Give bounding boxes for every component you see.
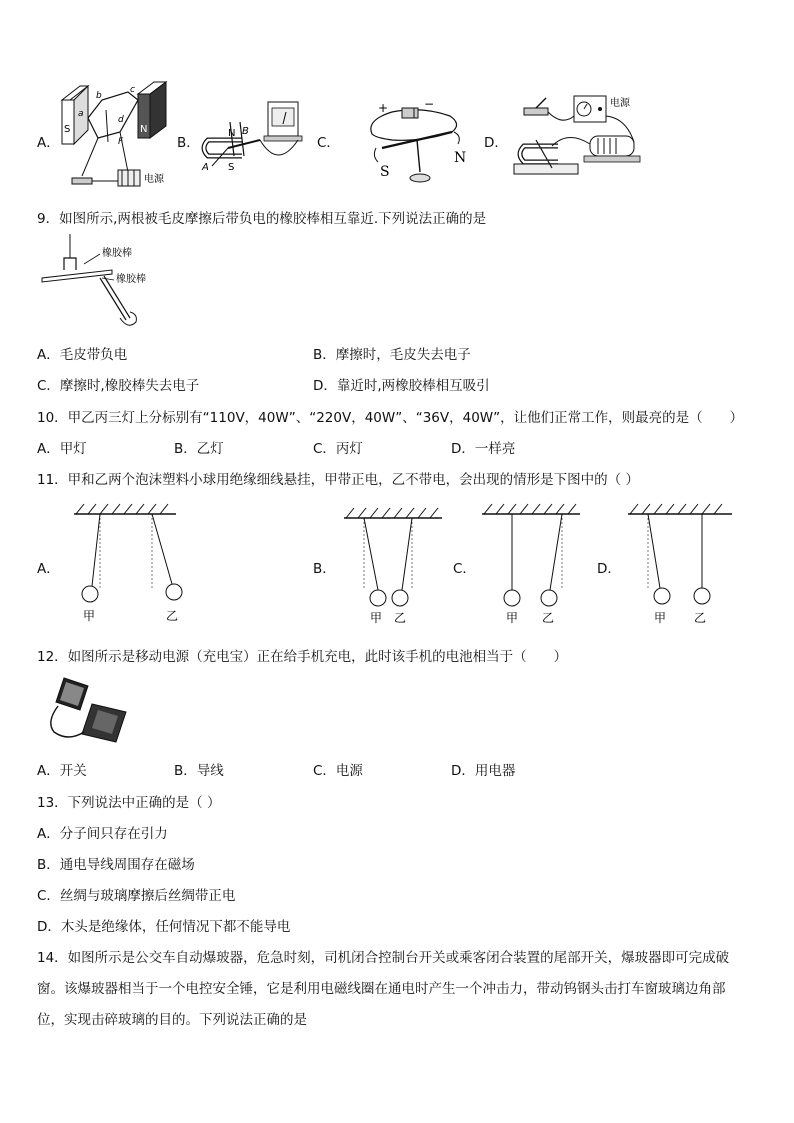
q8b-b-tag: B	[242, 126, 249, 137]
q8b-n-tag: N	[228, 128, 236, 139]
q13-option-d: D．木头是绝缘体，任何情况下都不能导电	[37, 919, 291, 935]
q8-option-b-label: B．	[177, 135, 200, 151]
q8b-a-tag: A	[202, 162, 209, 173]
q11c-ball2-label: 乙	[542, 611, 555, 625]
q8c-plus-tag: +	[378, 101, 389, 115]
q8-option-a-label: A．	[37, 135, 60, 151]
q11-option-d-label: D．	[597, 561, 621, 577]
q8a-power-tag: 电源	[144, 174, 164, 185]
q8a-s-tag: S	[64, 124, 71, 135]
q13-option-a: A．分子间只存在引力	[37, 826, 168, 842]
q9-stem: 9．如图所示,两根被毛皮摩擦后带负电的橡胶棒相互靠近.下列说法正确的是	[37, 211, 487, 227]
q14-line-1: 14．如图所示是公交车自动爆玻器，危急时刻，司机闭合控制台开关或乘客闭合装置的尾部开关，爆玻器即可完成破	[37, 950, 730, 966]
q8-figure-d	[508, 86, 658, 184]
q12-option-a: A．开关	[37, 763, 87, 779]
q8a-d-tag: d	[118, 115, 124, 125]
q11-stem: 11．甲和乙两个泡沫塑料小球用绝缘细线悬挂，甲带正电，乙不带电，会出现的情形是下图中的（ ）	[37, 472, 639, 488]
q8d-power-tag: 电源	[610, 98, 630, 109]
q10-option-b: B．乙灯	[174, 441, 224, 457]
q12-figure	[44, 676, 130, 746]
q9-figure	[40, 234, 160, 330]
q11-figure-c	[478, 502, 584, 626]
q13-option-c: C．丝绸与玻璃摩擦后丝绸带正电	[37, 888, 236, 904]
q13-option-b: B．通电导线周围存在磁场	[37, 857, 195, 873]
q11b-ball2-label: 乙	[394, 611, 407, 625]
q8b-s-tag: S	[228, 162, 235, 173]
q12-option-d: D．用电器	[451, 763, 516, 779]
q8a-a-tag: a	[78, 109, 84, 119]
q11-figure-b	[340, 506, 446, 630]
q9-option-b: B．摩擦时，毛皮失去电子	[313, 347, 471, 363]
q10-option-d: D．一样亮	[451, 441, 516, 457]
q8a-b-tag: b	[96, 91, 102, 101]
q9-fig-rod1-label: 橡胶棒	[102, 248, 132, 259]
q10-option-a: A．甲灯	[37, 441, 87, 457]
q8-figure-c	[362, 98, 472, 190]
q8-option-d-label: D．	[484, 135, 508, 151]
q11-option-c-label: C．	[453, 561, 476, 577]
q13-stem: 13．下列说法中正确的是（ ）	[37, 795, 221, 811]
q8a-n-tag: N	[140, 124, 148, 135]
q8c-n-tag: N	[454, 150, 467, 166]
q12-option-c: C．电源	[313, 763, 363, 779]
q8c-s-tag: S	[380, 164, 390, 180]
q11-option-b-label: B．	[313, 561, 336, 577]
q11a-ball2-label: 乙	[166, 609, 179, 623]
q11-figure-d	[624, 502, 736, 626]
q11d-ball1-label: 甲	[654, 611, 667, 625]
q8-figure-b	[198, 100, 306, 175]
q10-stem: 10．甲乙丙三灯上分标别有“110V，40W”、“220V，40W”、“36V，40W”，让他们正常工作，则最亮的是（ ）	[37, 410, 744, 426]
q9-option-d: D．靠近时,两橡胶棒相互吸引	[313, 378, 490, 394]
q14-line-3: 位，实现击碎玻璃的目的。下列说法正确的是	[37, 1012, 307, 1028]
q11-figure-a	[64, 502, 184, 626]
q8-figure-a	[58, 80, 180, 192]
q11b-ball1-label: 甲	[370, 611, 383, 625]
q8a-f-tag: F	[118, 137, 124, 147]
q8a-c-tag: c	[130, 85, 135, 95]
q9-option-a: A．毛皮带负电	[37, 347, 128, 363]
q14-line-2: 窗。该爆玻器相当于一个电控安全锤，它是利用电磁线圈在通电时产生一个冲击力，带动钨钢头击打车窗玻璃边角部	[37, 981, 726, 997]
q11c-ball1-label: 甲	[506, 611, 519, 625]
q11-option-a-label: A．	[37, 561, 60, 577]
q9-fig-rod2-label: 橡胶棒	[116, 274, 146, 285]
q11d-ball2-label: 乙	[694, 611, 707, 625]
q8c-minus-tag: −	[424, 97, 435, 111]
q9-option-c: C．摩擦时,橡胶棒失去电子	[37, 378, 200, 394]
q12-option-b: B．导线	[174, 763, 224, 779]
q8-option-c-label: C．	[317, 135, 340, 151]
q11a-ball1-label: 甲	[83, 609, 96, 623]
q12-stem: 12．如图所示是移动电源（充电宝）正在给手机充电，此时该手机的电池相当于（ ）	[37, 649, 568, 665]
q10-option-c: C．丙灯	[313, 441, 363, 457]
